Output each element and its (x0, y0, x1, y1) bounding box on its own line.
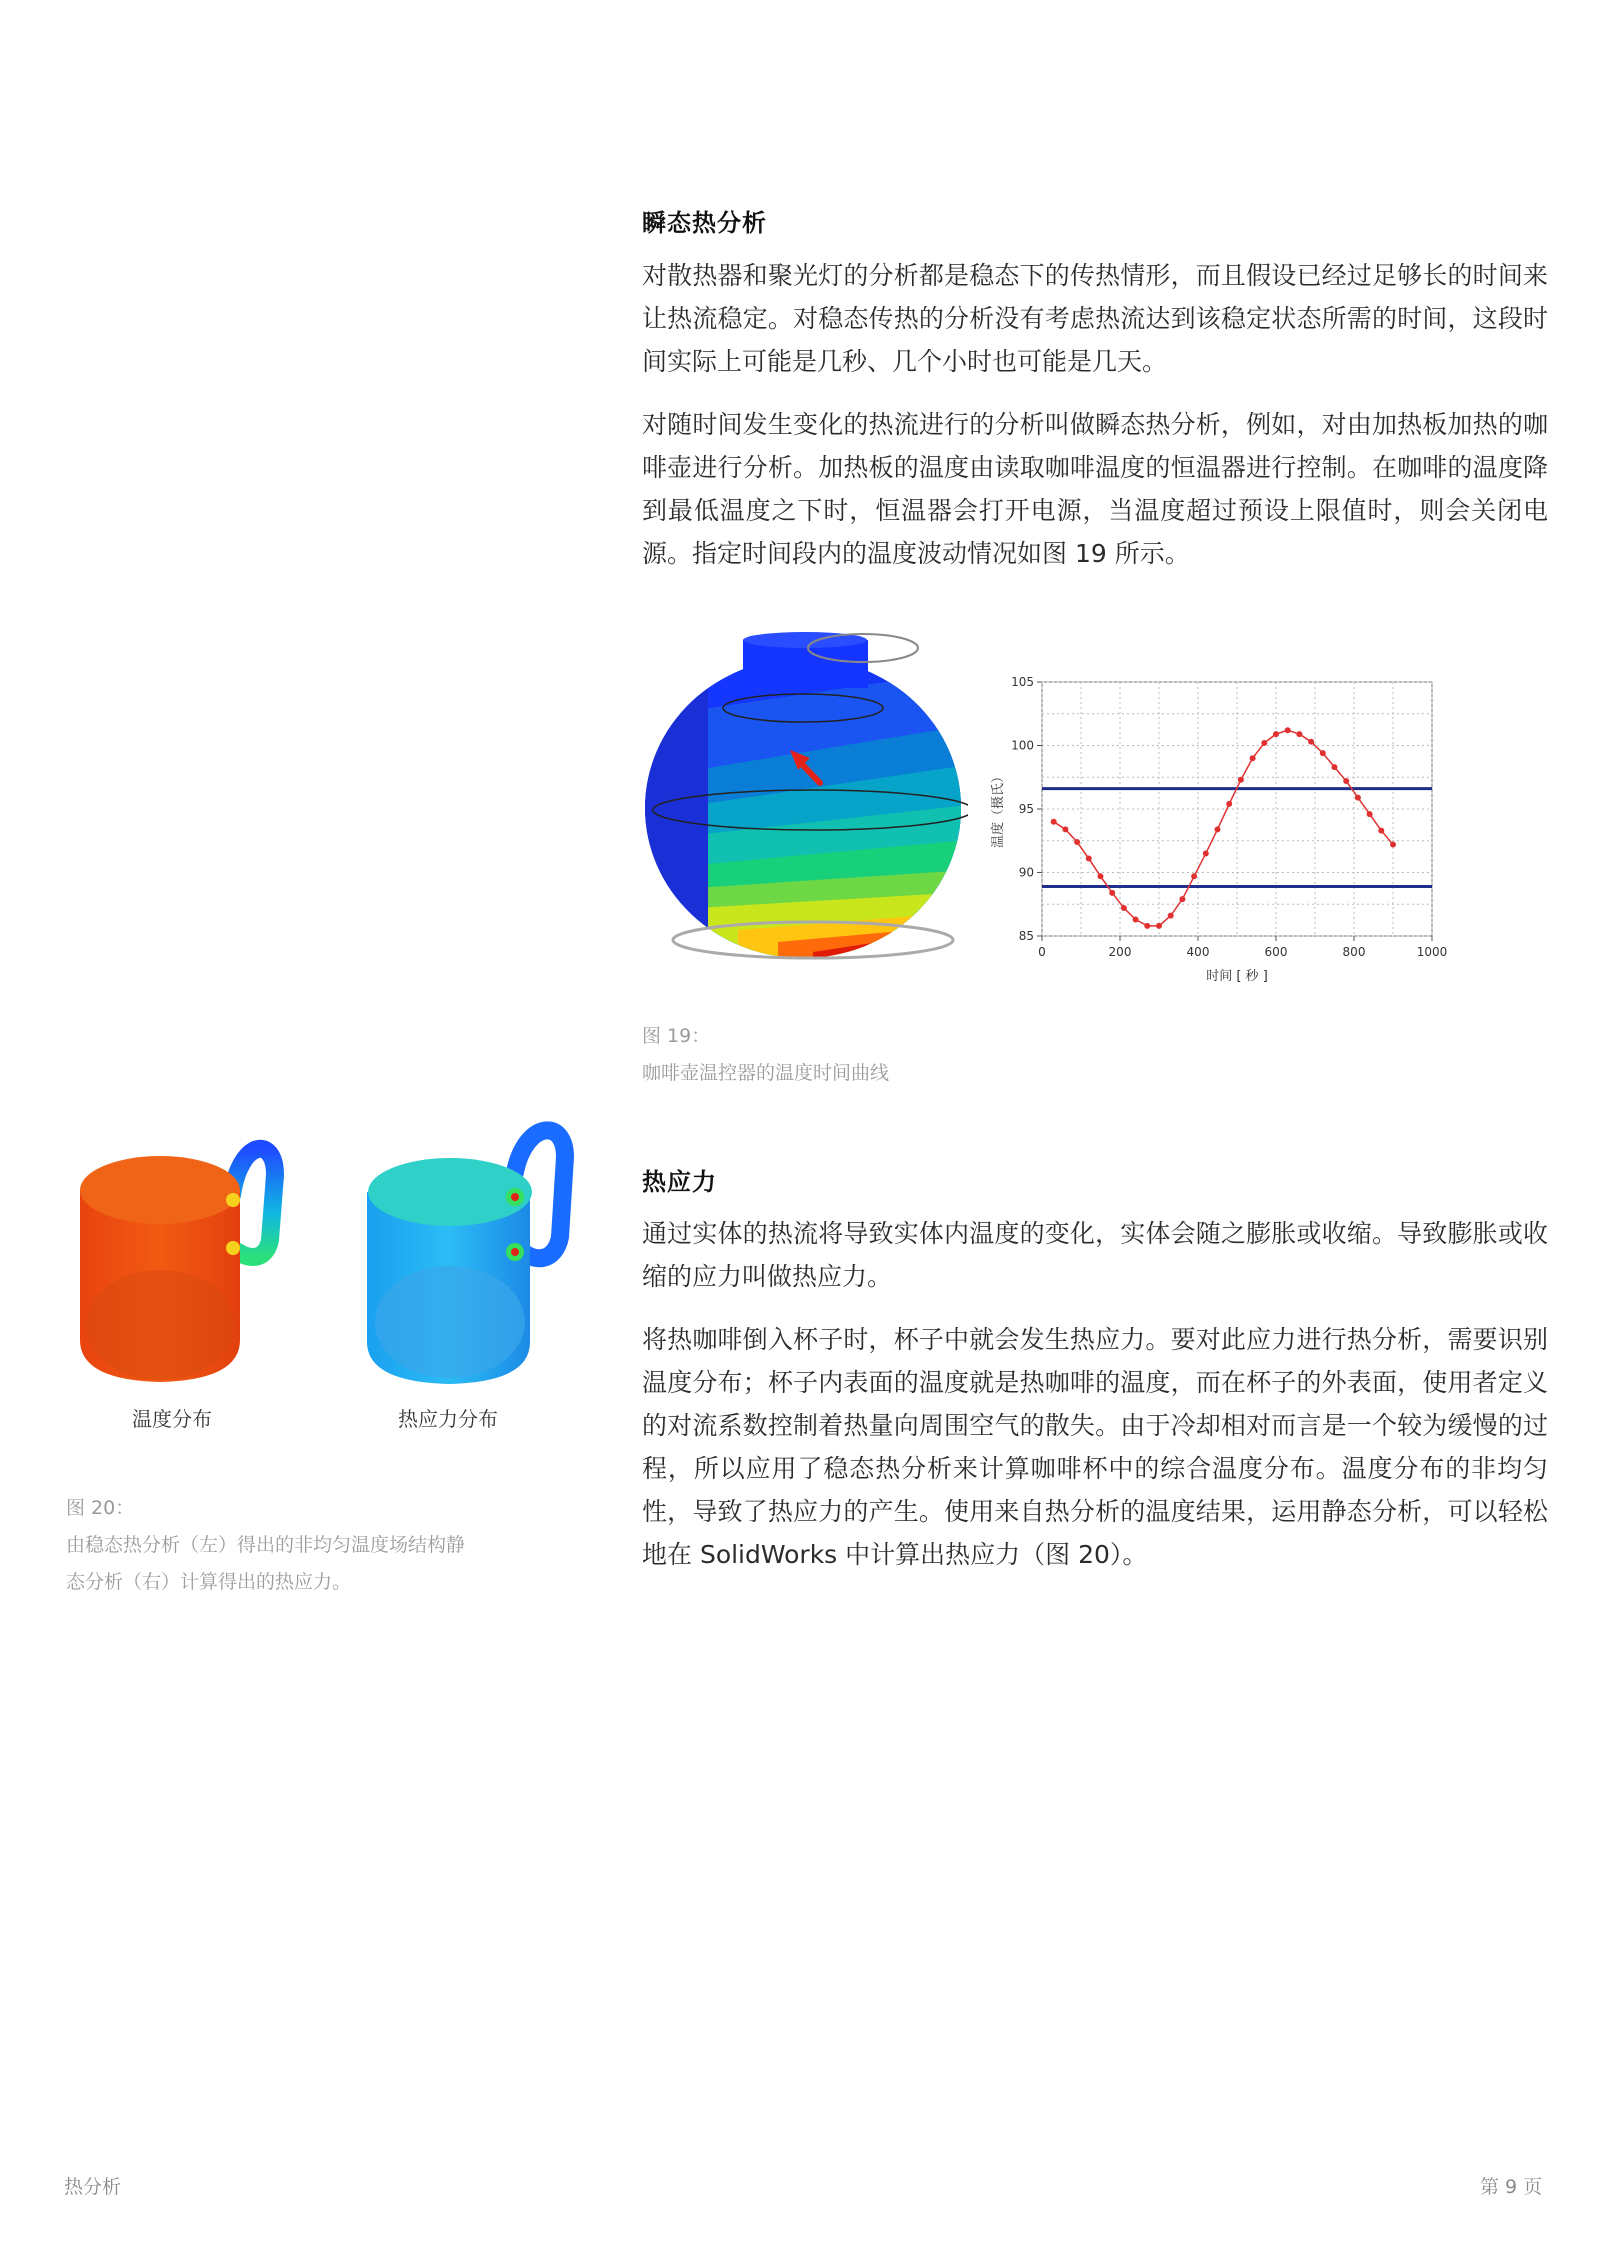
data-point (1332, 764, 1338, 770)
paragraph-transient-1: 对散热器和聚光灯的分析都是稳态下的传热情形，而且假设已经过足够长的时间来让热流稳定。对稳态传热的分析没有考虑热流达到该稳定状态所需的时间，这段时间实际上可能是几秒、几个小时也可能是几天。 (642, 261, 1548, 376)
data-point (1238, 777, 1244, 783)
x-tick-label: 800 (1342, 945, 1366, 959)
paragraph-stress-1: 通过实体的热流将导致实体内温度的变化，实体会随之膨胀或收缩。导致膨胀或收缩的应力叫做热应力。 (642, 1219, 1548, 1291)
data-point (1226, 801, 1232, 807)
x-tick-label: 400 (1186, 945, 1210, 959)
data-point (1203, 850, 1209, 856)
figure20-right-label: 热应力分布 (398, 1407, 498, 1431)
footer-section-name: 热分析 (64, 2176, 122, 2198)
data-point (1051, 819, 1057, 825)
data-point (1250, 755, 1256, 761)
data-point (1296, 731, 1302, 737)
coffee-pot-thermal-render (638, 630, 968, 960)
data-point (1109, 890, 1115, 896)
data-point (1355, 795, 1361, 801)
data-point (1261, 740, 1267, 746)
data-point (1098, 873, 1104, 879)
x-tick-label: 200 (1108, 945, 1132, 959)
data-point (1144, 923, 1150, 929)
data-point (1308, 739, 1314, 745)
data-point (1320, 750, 1326, 756)
y-tick-label: 90 (1018, 865, 1034, 880)
y-tick-label: 85 (1018, 929, 1034, 943)
data-point (1285, 727, 1291, 733)
data-point (1062, 826, 1068, 832)
x-tick-label: 0 (1038, 945, 1046, 959)
x-tick-label: 1000 (1416, 945, 1448, 959)
figure19-caption-text: 咖啡壶温控器的温度时间曲线 (642, 1062, 890, 1084)
x-axis-label: 时间 [ 秒 ] (1206, 969, 1268, 984)
data-point (1121, 905, 1127, 911)
mug-thermal-stress-render (355, 1112, 595, 1392)
section-heading-transient: 瞬态热分析 (642, 209, 767, 237)
data-point (1378, 828, 1384, 834)
x-tick-label: 600 (1264, 945, 1288, 959)
y-tick-label: 105 (1011, 675, 1034, 689)
paragraph-stress-2: 将热咖啡倒入杯子时，杯子中就会发生热应力。要对此应力进行热分析，需要识别温度分布；杯子内表面的温度就是热咖啡的温度，而在杯子的外表面，使用者定义的对流系数控制着热量向周围空气的散失。由于冷却相对而言是一个较为缓慢的过程，所以应用了稳态热分析来计算咖啡杯中的综合温度分布。温度分布的非均匀性，导致了热应力的产生。使用来自热分析的温度结果，运用静态分析，可以轻松地在 SolidWorks 中计算出热应力（图 20）。 (642, 1325, 1548, 1569)
data-point (1179, 896, 1185, 902)
data-point (1156, 923, 1162, 929)
figure20-left-label: 温度分布 (132, 1407, 212, 1431)
y-tick-label: 95 (1018, 802, 1034, 816)
data-point (1343, 778, 1349, 784)
data-point (1074, 839, 1080, 845)
footer-page-number: 第 9 页 (1480, 2176, 1543, 2198)
data-point (1390, 842, 1396, 848)
figure19-caption-number: 图 19： (642, 1025, 711, 1047)
section-heading-stress: 热应力 (642, 1168, 717, 1196)
data-point (1273, 731, 1279, 737)
figure20-caption-line1: 由稳态热分析（左）得出的非均匀温度场结构静 (66, 1534, 466, 1556)
data-point (1215, 826, 1221, 832)
y-axis-label: 温度（摄氏） (991, 769, 1006, 849)
figure20-caption-line2: 态分析（右）计算得出的热应力。 (66, 1571, 352, 1593)
data-point (1133, 916, 1139, 922)
figure20-caption-number: 图 20： (66, 1497, 135, 1519)
data-point (1168, 913, 1174, 919)
data-point (1367, 811, 1373, 817)
paragraph-transient-2: 对随时间发生变化的热流进行的分析叫做瞬态热分析，例如，对由加热板加热的咖啡壶进行分析。加热板的温度由读取咖啡温度的恒温器进行控制。在咖啡的温度降到最低温度之下时，恒温器会打开电源，当温度超过预设上限值时，则会关闭电源。指定时间段内的温度波动情况如图 19 所示。 (642, 410, 1548, 568)
data-point (1086, 856, 1092, 862)
y-tick-label: 100 (1011, 738, 1034, 753)
data-point (1191, 873, 1197, 879)
temperature-time-chart (980, 670, 1460, 1010)
mug-temperature-render (70, 1120, 300, 1390)
